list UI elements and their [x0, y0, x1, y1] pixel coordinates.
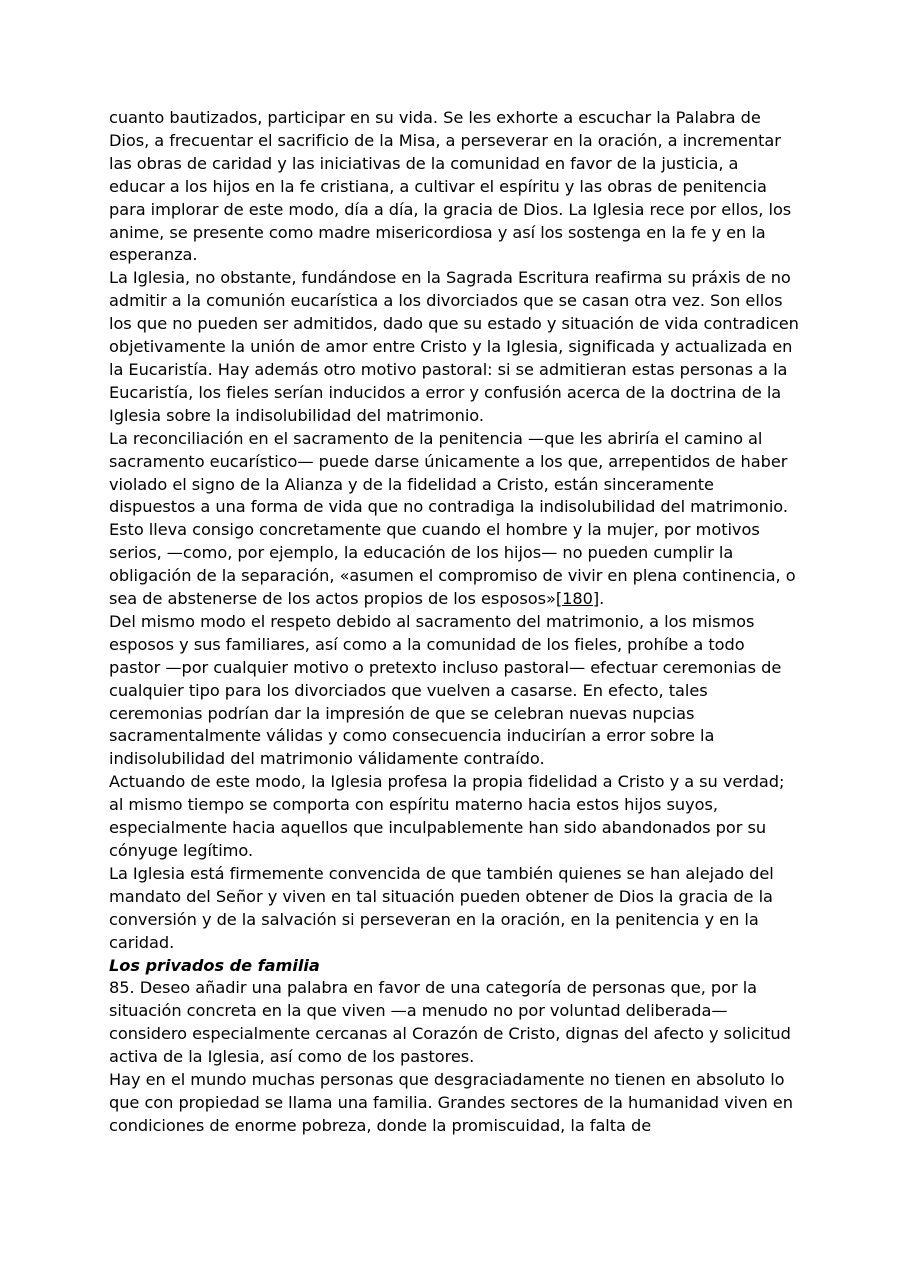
paragraph-7: 85. Deseo añadir una palabra en favor de una categoría de personas que, por la situación concreta en la que viven —a menudo no por voluntad deliberada— considero especialmente cercanas al Corazón de Cristo, dignas del afecto y solicitud activa de la Iglesia, así como de los pastores.: [109, 978, 791, 1067]
document-page: [109, 107, 799, 1138]
section-heading: Los privados de familia: [109, 955, 320, 975]
paragraph-3: [109, 428, 799, 611]
footnote-link-180[interactable]: [180]: [555, 589, 600, 609]
paragraph-3-text: La reconciliación en el sacramento de la penitencia —que les abriría el camino al sacramento eucarístico— puede darse únicamente a los que, arrepentidos de haber violado el signo de la Alianza y de la fidelidad a Cristo, están sinceramente dispuestos a una forma de vida que no contradiga la indisolubilidad del matrimonio. Esto lleva consigo concretamente que cuando el hombre y la mujer, por motivos serios, —como, por ejemplo, la educación de los hijos— no pueden cumplir la obligación de la separación, «asumen el compromiso de vivir en plena continencia, o sea de abstenerse de los actos propios de los esposos»: [109, 428, 796, 609]
paragraph-2: La Iglesia, no obstante, fundándose en la Sagrada Escritura reafirma su práxis de no admitir a la comunión eucarística a los divorciados que se casan otra vez. Son ellos los que no pueden ser admitidos, dado que su estado y situación de vida contradicen objetivamente la unión de amor entre Cristo y la Iglesia, significada y actualizada en la Eucaristía. Hay además otro motivo pastoral: si se admitieran estas personas a la Eucaristía, los fieles serían inducidos a error y confusión acerca de la doctrina de la Iglesia sobre la indisolubilidad del matrimonio.: [109, 268, 799, 425]
paragraph-5: Actuando de este modo, la Iglesia profesa la propia fidelidad a Cristo y a su verdad; al mismo tiempo se comporta con espíritu materno hacia estos hijos suyos, especialmente hacia aquellos que inculpablemente han sido abandonados por su cónyuge legítimo.: [109, 772, 785, 860]
paragraph-1: cuanto bautizados, participar en su vida. Se les exhorte a escuchar la Palabra de Dios, a frecuentar el sacrificio de la Misa, a perseverar en la oración, a incrementar las obras de caridad y las iniciativas de la comunidad en favor de la justicia, a educar a los hijos en la fe cristiana, a cultivar el espíritu y las obras de penitencia para implorar de este modo, día a día, la gracia de Dios. La Iglesia rece por ellos, los anime, se presente como madre misericordiosa y así los sostenga en la fe y en la esperanza.: [109, 108, 792, 265]
paragraph-3-end: .: [599, 589, 605, 609]
paragraph-8: Hay en el mundo muchas personas que desgraciadamente no tienen en absoluto lo que con propiedad se llama una familia. Grandes sectores de la humanidad viven en condiciones de enorme pobreza, donde la promiscuidad, la falta de: [109, 1070, 793, 1135]
paragraph-6: La Iglesia está firmemente convencida de que también quienes se han alejado del mandato del Señor y viven en tal situación pueden obtener de Dios la gracia de la conversión y de la salvación si perseveran en la oración, en la penitencia y en la caridad.: [109, 863, 774, 952]
paragraph-4: Del mismo modo el respeto debido al sacramento del matrimonio, a los mismos esposos y sus familiares, así como a la comunidad de los fieles, prohíbe a todo pastor —por cualquier motivo o pretexto incluso pastoral— efectuar ceremonias de cualquier tipo para los divorciados que vuelven a casarse. En efecto, tales ceremonias podrían dar la impresión de que se celebran nuevas nupcias sacramentalmente válidas y como consecuencia inducirían a error sobre la indisolubilidad del matrimonio válidamente contraído.: [109, 611, 782, 769]
